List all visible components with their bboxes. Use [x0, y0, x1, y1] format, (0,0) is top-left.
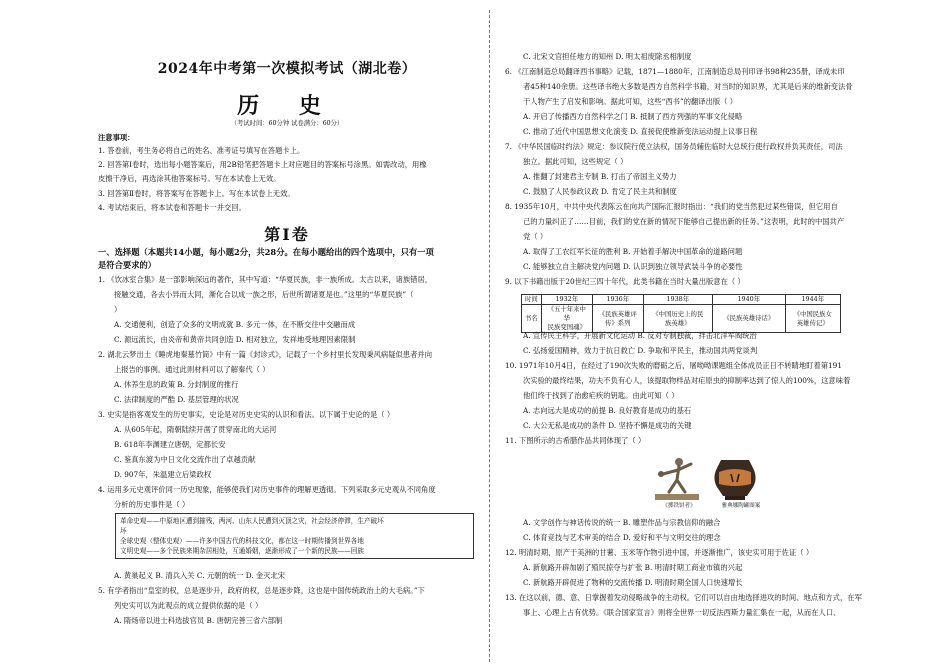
table-cell: 1940年 — [712, 295, 785, 305]
question-10-cont: 次实验的最终结果，功夫不负有心人，该提取物样品对疟原虫的抑制率达到了惊人的100%，这意味着 — [523, 376, 851, 385]
question-6-cont: 干人物产生了启发和影响。据此可知，这些“西书”的翻译出版（ ） — [523, 97, 738, 106]
book-title-line: 《民族英雄评 — [598, 309, 637, 318]
table-cell: 1936年 — [592, 295, 643, 305]
section-heading-cont: 是符合要求的） — [98, 260, 157, 270]
question-7-options: A. 推翻了封建君主专制 B. 打击了帝国主义势力 — [523, 172, 677, 181]
note-item: 4. 考试结束后，将本试卷和答题卡一并交回。 — [98, 203, 246, 212]
question-1-options: A. 交通便利，创造了众多的文明成就 B. 多元一体，在不断交往中交融而成 — [114, 320, 356, 329]
table-header-cell: 书名 — [522, 305, 542, 333]
question-8-options: A. 取得了工农红军长征的胜利 B. 开始着手解决中国革命的道路问题 — [523, 247, 743, 256]
book-title-line: 《中国民族女 — [793, 309, 832, 318]
table-cell — [592, 305, 643, 333]
question-10: 10. 1971年10月4日，在经过了190次失败的磨砺之后，屠呦呦课题组全体成员正日不转睛地盯着第191 — [505, 361, 842, 370]
question-3-option: C. 鉴真东渡为中日文化交流作出了卓越贡献 — [114, 455, 256, 464]
part-title: 第Ⅰ卷 — [264, 225, 310, 244]
book-title-line: 《民族英雄诗话》 — [723, 314, 775, 322]
table-cell — [541, 305, 592, 333]
material-line: 革命史观——中原地区遭到摧残，两河、山东人民遭到灭顶之灾，社会经济停滞，生产破坏 — [120, 517, 384, 525]
greek-artworks-figure — [655, 454, 771, 512]
material-line: 全球史观（整体史观）——许多中国古代的科技文化，都在这一时期传播到世界各地 — [120, 537, 364, 545]
books-table — [521, 294, 841, 333]
book-title-line: 《中国历史上的民 — [652, 309, 704, 318]
table-cell: 1938年 — [643, 295, 712, 305]
question-6-options: A. 开启了传播西方自然科学之门 B. 抵制了西方列强的军事文化侵略 — [523, 112, 743, 121]
material-box — [115, 513, 474, 559]
question-4-options: A. 黄巢起义 B. 清兵入关 C. 元朝的统一 D. 金灭北宋 — [114, 571, 286, 580]
book-title-line: 《五十年来中华 — [547, 305, 586, 322]
question-2-options: C. 法律制度的严酷 D. 基层管理的状况 — [114, 395, 239, 404]
question-8-cont: 己的力量纠正了……目前，我们的党在新的情况下能够自己提出新的任务。”这表明，此时的中国共产 — [523, 217, 845, 226]
question-8-cont: 党（ ） — [523, 232, 548, 241]
question-5-options: C. 北宋文官担任地方的知州 D. 明太祖废除丞相制度 — [523, 52, 692, 61]
section-heading: 一、选择题（本题共14小题，每小题2分，共28分。在每小题给出的四个选项中，只有一项 — [98, 247, 434, 257]
question-5: 5. 有学者指出“皇室的权，总是逐步升，政府的权，总是逐步降，这也是中国传统政治上的大毛病。”下 — [98, 586, 425, 595]
question-11: 11. 下图所示的古希腊作品共同体现了（ ） — [505, 436, 646, 445]
table-cell: 1944年 — [785, 295, 840, 305]
question-6: 6. 《江南制造总局翻译西书事略》记载，1871—1880年，江南制造总局刊印译书98种235册，译成未印 — [505, 67, 845, 76]
question-6-options: C. 推动了近代中国思想文化演变 D. 直接促使维新变法运动提上议事日程 — [523, 127, 758, 136]
note-item: 2. 回答第Ⅰ卷时，选出每小题答案后，用2B铅笔把答题卡上对应题目的答案标号涂黑。如需改动，用橡 — [98, 160, 427, 169]
question-8-options: C. 能够独立自主解决党内问题 D. 认识到独立领导武装斗争的必要性 — [523, 262, 743, 271]
note-item: 皮擦干净后，再选涂其他答案标号。写在本试卷上无效。 — [98, 174, 281, 183]
table-cell — [643, 305, 712, 333]
question-4-cont: 分析的历史事件是（ ） — [114, 500, 190, 509]
question-12-options: C. 新航路开辟促进了物种的交流传播 D. 明清时期全国人口快速增长 — [523, 578, 743, 587]
left-column — [98, 0, 476, 672]
subject-title: 历 史 — [237, 93, 337, 119]
notes-heading: 注意事项： — [98, 133, 135, 142]
book-title-line: 民族变国魂》 — [547, 323, 586, 331]
note-item: 1. 答卷前，考生务必将自己的姓名、准考证号填写在答题卡上。 — [98, 146, 305, 155]
question-2-options: A. 休养生息的政策 B. 分封制度的推行 — [114, 380, 239, 389]
question-12: 12. 明清时期，原产于美洲的甘薯、玉米等作物引进中国，并逐渐推广，该史实可用于佐证（ ） — [505, 548, 814, 557]
question-1-cont: 接触交通，各去小异而大同，渐化合以成一族之形，后世所谓诸夏是也。”这里的“华夏民族”（ — [114, 290, 414, 299]
question-1-cont: ） — [114, 305, 122, 314]
table-cell — [785, 305, 840, 333]
question-10-options: A. 志向远大是成功的前提 B. 良好教育是成功的基石 — [523, 406, 692, 415]
question-12-options: A. 新航路开辟加剧了殖民掠夺与扩张 B. 明清时期工商业市镇的兴起 — [523, 563, 743, 572]
book-title-line: 族英雄》 — [665, 318, 691, 327]
question-4: 4. 运用多元史观评价同一历史现象，能够使我们对历史事件的理解更透彻。下列采取多元史观从不同角度 — [98, 485, 436, 494]
question-11-options: A. 文学创作与神话传说的统一 B. 雕塑作品与宗教信仰的融合 — [523, 518, 721, 527]
question-8: 8. 1935年10月，中共中央代表陈云在向共产国际汇报时指出：“我们的党当然犯过某些错误，但它用自 — [505, 202, 838, 211]
table-cell: 1932年 — [541, 295, 592, 305]
question-3-option: D. 907年，朱温建立后梁政权 — [114, 470, 212, 479]
exam-info: （考试时间：60分钟 试卷满分：60分） — [230, 120, 344, 127]
figure-caption-left: 《掷铁饼者》 — [662, 503, 696, 509]
question-9: 9. 以下书籍出版于20世纪三四十年代，此类书籍在当时大量出版意在（ ） — [505, 277, 745, 286]
question-3: 3. 史实是指客观发生的历史事实，史论是对历史史实的认识和看法。以下属于史论的是（ ） — [98, 410, 395, 419]
figure-caption-right: 雅典娜陶罐图案 — [721, 503, 761, 509]
question-10-options: C. 大公无私是成功的条件 D. 坚持不懈是成功的关键 — [523, 421, 692, 430]
question-7-cont: 独立。据此可知，这些规定（ ） — [523, 157, 628, 166]
table-row — [522, 295, 841, 305]
question-5-cont: 列史实可以为此观点的成立提供依据的是（ ） — [114, 601, 263, 610]
question-13: 13. 在这以前，德、意、日掌握着发动侵略战争的主动权。它们可以自由地选择进攻的时间、地点和方式，在军 — [505, 593, 862, 602]
right-column — [505, 0, 880, 672]
question-3-option: A. 从605年起，隋朝陆续开凿了贯穿南北的大运河 — [114, 425, 277, 434]
material-line: 文明史观——多个民族来期杂居相处，互通婚姻，逐渐形成了一个新的民族——回族 — [120, 547, 364, 555]
question-10-cont: 他们终于找到了治愈疟疾的钥匙。由此可知（ ） — [523, 391, 679, 400]
note-item: 3. 回答第Ⅱ卷时，将答案写在答题卡上。写在本试卷上无效。 — [98, 189, 295, 198]
question-11-options: C. 体育竞技与艺术审美的结合 D. 爱好和平与文明交往的理念 — [523, 533, 721, 542]
question-7-options: C. 鼓励了人民参政议政 D. 肯定了民主共和制度 — [523, 187, 677, 196]
question-2-cont: 上报告的事例。通过此则材料可以了解秦代（ ） — [114, 365, 270, 374]
question-3-option: B. 618年李渊建立唐朝，定都长安 — [114, 440, 226, 449]
question-13-cont: 事上、心理上占有优势。《联合国家宣言》则将全世界一切反法西斯力量汇集在一起，从而在人口、 — [523, 608, 841, 617]
question-6-cont: 者45种140余册。这些译书绝大多数是西方自然科学书籍，对当时的知识界，尤其是后来的维新变法骨 — [523, 82, 853, 91]
material-line: 坏 — [120, 527, 127, 535]
book-title-line: 传》系列 — [605, 318, 631, 327]
table-header-cell: 时间 — [522, 295, 542, 305]
question-5-options: A. 隋炀帝以进士科选拔官员 B. 唐朝完善三省六部制 — [114, 616, 283, 625]
question-9-options: A. 宣传民主科学，开展新文化运动 B. 反对专制独裁，拌击北洋军阀统治 — [523, 331, 757, 340]
table-row — [522, 305, 841, 333]
question-9-options: C. 弘扬爱国精神，效力于抗日救亡 D. 争取和平民主，推动国共两党谈判 — [523, 346, 758, 355]
question-1: 1. 《饮冰室合集》是一部影响深远的著作，其中写道：“华夏民族，非一族所成。太古以来，诸族错居， — [98, 275, 433, 284]
question-7: 7. 《中华民国临时约法》规定：参议院行使立法权，国务员辅佐临时大总统行使行政权并负其责任，司法 — [505, 142, 843, 151]
question-2: 2. 湖北云梦出土《睡虎地秦墓竹简》中有一篇《封诊式》，记载了一个乡村里长发现秉风病疑似患者并向 — [98, 350, 432, 359]
column-divider — [489, 10, 490, 662]
book-title-line: 英雄传记》 — [796, 318, 829, 327]
table-cell — [712, 305, 785, 333]
question-1-options: C. 源远流长，由炎帝和黄帝共同创造 D. 相对独立，发祥地受地理因素限制 — [114, 335, 356, 344]
exam-title: 2024年中考第一次模拟考试（湖北卷） — [157, 61, 417, 77]
